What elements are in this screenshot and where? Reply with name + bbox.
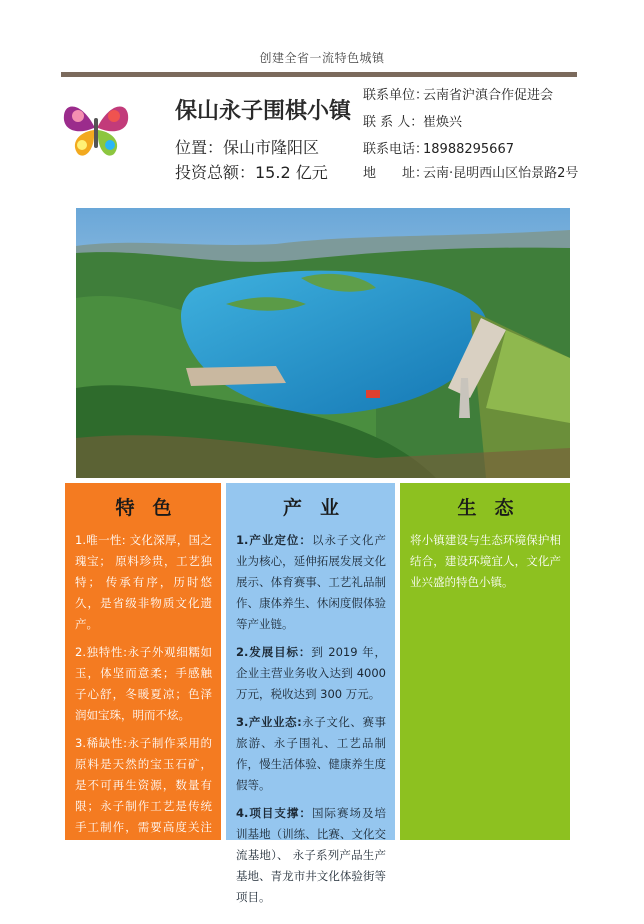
contact-person-label: 联 系 人： bbox=[363, 115, 424, 130]
industry-item bbox=[236, 530, 386, 635]
contact-phone-label: 联系电话： bbox=[363, 142, 429, 157]
industry-item-text: 国际赛场及培训基地（训练、比赛、文化交流基地）、 永子系列产品生产基地、青龙市井文化体验街等项目。 bbox=[236, 806, 387, 904]
industry-item-text: 以永子文化产业为核心，延伸拓展发展文化展示、体育赛事、工艺礼品制作、康体养生、休闲度假体验等产业链。 bbox=[236, 533, 387, 631]
features-item: 2.独特性:永子外观细糯如玉，体坚而意柔；手感触子心舒，冬暖夏凉；色泽润如宝珠，明而不炫。 bbox=[75, 645, 212, 722]
industry-item-text: 永子文化、赛事旅游、永子围礼、工艺品制作，慢生活体验、健康养生度假等。 bbox=[236, 715, 387, 792]
features-heading: 特色 bbox=[115, 497, 190, 519]
contact-address-value: 云南·昆明西山区怡景路2号 bbox=[423, 166, 579, 181]
contact-phone-value: 18988295667 bbox=[423, 142, 514, 157]
lake-landscape-photo bbox=[76, 208, 570, 478]
contact-unit-value: 云南省沪滇合作促进会 bbox=[423, 88, 554, 103]
contact-address bbox=[363, 162, 578, 181]
industry-item-label: 4.项目支撑： bbox=[236, 806, 312, 820]
industry-column bbox=[226, 483, 395, 904]
industry-item-text: 到 2019 年，企业主营业务收入达到 4000 万元，税收达到 300 万元。 bbox=[236, 645, 387, 701]
industry-item bbox=[236, 642, 386, 705]
contact-address-label: 地 址： bbox=[363, 166, 429, 181]
contact-phone bbox=[363, 138, 514, 157]
features-item: 3.稀缺性:永子制作采用的原料是天然的宝玉石矿，是不可再生资源，数量有限；永子制作工艺是传统手工制作，需要高度关注温度、色 bbox=[75, 736, 212, 855]
features-item: 1.唯一性: 文化深厚，国之瑰宝； 原料珍贵，工艺独特； 传承有序，历时悠久，是省级非物质文化遗产。 bbox=[75, 533, 212, 631]
ecology-column bbox=[400, 483, 570, 840]
investment-text: 投资总额：15.2 亿元 bbox=[175, 163, 328, 182]
ecology-heading: 生态 bbox=[457, 497, 532, 519]
industry-item-label: 1.产业定位： bbox=[236, 533, 312, 547]
industry-item bbox=[236, 803, 386, 908]
top-label: 创建全省一流特色城镇 bbox=[259, 51, 385, 65]
contact-person bbox=[363, 111, 462, 130]
industry-item bbox=[236, 712, 386, 796]
location-text: 位置：保山市隆阳区 bbox=[175, 138, 320, 157]
features-column bbox=[65, 483, 221, 855]
contact-unit-label: 联系单位： bbox=[363, 88, 429, 103]
page-title: 保山永子围棋小镇 bbox=[175, 99, 352, 124]
ecology-text: 将小镇建设与生态环境保护相结合，建设环境宜人，文化产业兴盛的特色小镇。 bbox=[410, 533, 561, 589]
header-divider bbox=[61, 72, 577, 77]
industry-heading: 产业 bbox=[282, 497, 357, 519]
butterfly-logo-icon bbox=[60, 92, 132, 164]
industry-item-label: 3.产业业态: bbox=[236, 715, 302, 729]
contact-person-value: 崔焕兴 bbox=[423, 115, 463, 130]
contact-unit bbox=[363, 84, 553, 103]
industry-item-label: 2.发展目标： bbox=[236, 645, 312, 659]
